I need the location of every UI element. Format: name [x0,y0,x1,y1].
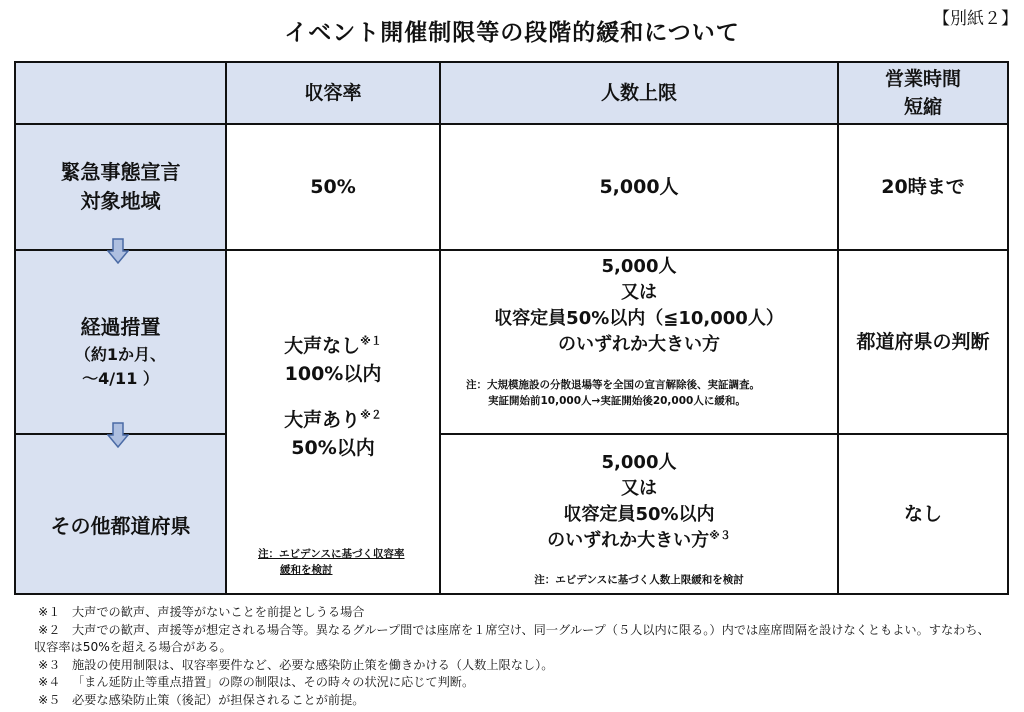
no-voice-text: 大声なし [284,335,361,357]
footnote-text: 収容率は50%を超える場合がある。 [34,640,232,655]
header-capacity-text: 収容率 [304,82,362,104]
table-row-line-1 [14,123,1009,125]
other-limit-mark: ※３ [709,529,731,542]
voice-mark: ※２ [360,408,382,422]
other-limit-line3: 収容定員50%以内 [563,504,715,525]
other-people-limit [440,450,838,560]
transition-limit-line4: のいずれか大きい方 [558,334,720,355]
header-people-limit-text: 人数上限 [600,82,677,104]
other-limit-line1: 5,000人 [601,452,677,473]
other-hours: なし [903,503,942,525]
transition-note-line1: 注：大規模施設の分散退場等を全国の宣言解除後、実証調査。 [466,379,760,391]
table-col-line-1 [225,61,227,595]
transition-limit-line3: 収容定員50%以内（≦10,000人） [494,308,784,329]
header-hours-line2: 短縮 [903,96,942,118]
footnote-text: 施設の使用制限は、収容率要件など、必要な感染防止策を働きかける（人数上限なし）。 [72,657,554,672]
table-border-right [1007,61,1009,595]
footnote-item [38,674,1024,692]
footnote-mark: ※５ [38,692,61,707]
emergency-label-line2: 対象地域 [80,189,161,213]
header-people-limit [440,62,838,124]
transition-hours: 都道府県の判断 [856,331,990,353]
capacity-note-line2: 緩和を検討 [280,564,333,576]
emergency-capacity: 50% [310,176,356,198]
footnote-mark: ※２ [38,622,61,637]
header-hours-line1: 営業時間 [884,68,961,90]
row-label-other [15,434,226,594]
attachment-label: 【別紙２】 [933,9,1018,29]
other-limit-line4: のいずれか大きい方 [547,530,710,551]
other-note-text: 注：エビデンスに基づく人数上限緩和を検討 [534,574,744,586]
other-label: その他都道府県 [50,514,191,538]
footnote-item [38,622,1024,640]
header-capacity [226,62,440,124]
other-note [440,572,838,588]
voice-text: 大声あり [284,409,361,431]
transition-people-limit [440,254,838,366]
transition-note [466,377,836,409]
no-voice-label [284,332,382,360]
corner-cell [15,62,226,124]
table-row-line-3b [440,433,1009,435]
emergency-hours: 20時まで [881,176,965,198]
footnote-text: 大声での歓声、声援等が想定される場合等。異なるグループ間では座席を１席空け、同一グループ（５人以内に限る。）内では座席間隔を設けなくともよい。すなわち、 [72,622,990,637]
table-row-line-2 [14,249,1009,251]
transition-label: 経過措置 [80,315,161,339]
other-limit-line2: 又は [621,478,657,499]
footnote-mark: ※１ [38,605,61,619]
footnote-item [38,692,1024,710]
footnote-mark: ※３ [38,657,61,672]
shared-capacity [226,250,440,480]
table-col-line-2 [439,61,441,595]
no-voice-limit: 100%以内 [284,363,382,385]
row-label-emergency [15,124,226,250]
transition-period-line2: ～4/11 ） [82,369,159,388]
other-limit-line4-wrap [547,528,731,554]
no-voice-mark: ※１ [360,334,382,348]
footnote-item [38,657,1024,675]
transition-limit-line1: 5,000人 [601,256,677,277]
footnote-text: 大声での歓声、声援等がないことを前提としうる場合 [72,605,365,619]
header-hours [838,62,1008,124]
transition-limit-line2: 又は [621,282,657,303]
emergency-label-line1: 緊急事態宣言 [60,160,181,184]
voice-limit: 50%以内 [291,437,375,459]
emergency-people-limit: 5,000人 [599,176,679,198]
capacity-note-line1: 注：エビデンスに基づく収容率 [258,548,405,560]
table-col-line-3 [837,61,839,595]
page-title: イベント開催制限等の段階的緩和について [284,20,740,46]
down-arrow-icon [107,422,129,448]
table-border-top [14,61,1009,63]
footnote-text: 必要な感染防止策（後記）が担保されることが前提。 [72,692,365,707]
footnotes [34,604,1024,710]
transition-period-line1: （約1か月、 [74,345,167,364]
table-border-bottom [14,593,1009,595]
footnote-item [38,604,1024,622]
down-arrow-icon [107,238,129,264]
capacity-note [258,546,438,578]
footnote-text: 「まん延防止等重点措置」の際の制限は、その時々の状況に応じて判断。 [72,675,475,690]
transition-note-line2: 実証開始前10,000人→実証開始後20,000人に緩和。 [488,395,746,407]
row-label-transition [15,250,226,434]
table-border-left [14,61,16,595]
voice-label [284,406,382,434]
footnote-item [34,639,1024,657]
footnote-mark: ※４ [38,675,61,690]
